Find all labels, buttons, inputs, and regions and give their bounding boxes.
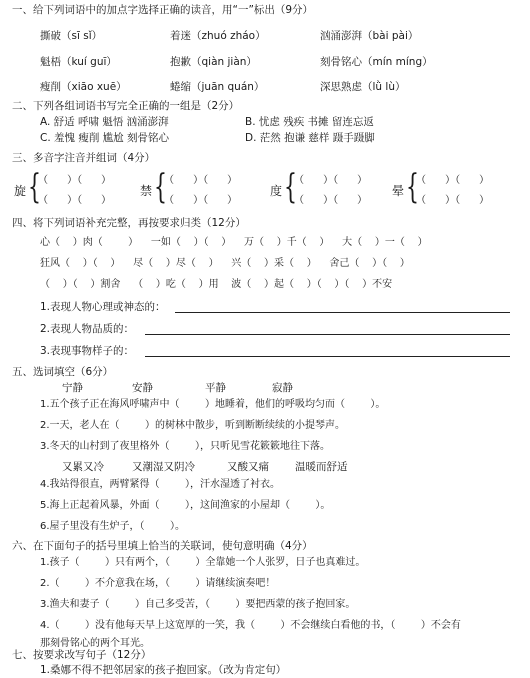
pinyin-item: 撕破（sī sǐ） xyxy=(40,30,103,42)
word-choice: 安静 xyxy=(132,382,153,394)
fill-sentence: 3.冬天的山村到了夜里格外（ ），只听见雪花簌簌地往下落。 xyxy=(40,441,330,452)
brace: { xyxy=(28,167,41,207)
blank-row: （ ）（ ） xyxy=(38,175,112,186)
word-choice: 寂静 xyxy=(272,382,293,394)
section-7-title: 七、按要求改写句子（12分） xyxy=(12,649,152,661)
idiom-row: （ ）（ ）割舍 （ ）吃（ ）用 波（ ）起（ ）（ ）（ ）不安 xyxy=(40,279,393,290)
answer-line[interactable] xyxy=(145,334,510,335)
polyphone-char: 晕 xyxy=(392,184,405,198)
blank-row: （ ）（ ） xyxy=(38,195,112,206)
rewrite-question: 1.桑娜不得不把邻居家的孩子抱回家。（改为肯定句） xyxy=(40,664,287,676)
fill-sentence: 那刻骨铭心的两个耳光。 xyxy=(40,638,150,649)
blank-row: （ ）（ ） xyxy=(164,175,238,186)
section-2-title: 二、下列各组词语书写完全正确的一组是（2分） xyxy=(12,100,240,112)
blank-row: （ ）（ ） xyxy=(294,175,368,186)
pinyin-item: 汹涌澎湃（bài pài） xyxy=(320,30,419,42)
blank-row: （ ）（ ） xyxy=(294,195,368,206)
section-1-title: 一、给下列词语中的加点字选择正确的读音，用“一”标出（9分） xyxy=(12,4,314,16)
fill-sentence: 2.（ ）不介意我在场，（ ）请继续演奏吧！ xyxy=(40,578,276,589)
fill-sentence: 5.海上正起着风暴，外面（ ），这间渔家的小屋却（ ）。 xyxy=(40,500,331,511)
polyphone-char: 禁 xyxy=(140,184,153,198)
brace: { xyxy=(284,167,297,207)
word-choice: 温暖而舒适 xyxy=(295,461,348,473)
fill-sentence: 1.孩子（ ）只有两个，（ ）全靠她一个人张罗，日子也真难过。 xyxy=(40,557,366,568)
answer-line[interactable] xyxy=(145,356,510,357)
section-4-title: 四、将下列词语补充完整，再按要求归类（12分） xyxy=(12,217,246,229)
pinyin-item: 蜷缩（juān quán） xyxy=(170,81,265,93)
polyphone-char: 旋 xyxy=(14,184,27,198)
answer-line[interactable] xyxy=(175,312,510,313)
fill-sentence: 1.五个孩子正在海风呼啸声中（ ）地睡着，他们的呼吸均匀而（ ）。 xyxy=(40,399,386,410)
word-choice: 又累又冷 xyxy=(62,461,104,473)
section-5-title: 五、选词填空（6分） xyxy=(12,366,114,378)
pinyin-item: 深思熟虑（lǜ lù） xyxy=(320,81,406,93)
polyphone-char: 度 xyxy=(270,184,283,198)
option-c: C. 羞愧 瘦削 尴尬 刻骨铭心 xyxy=(40,132,170,144)
word-choice: 平静 xyxy=(205,382,226,394)
classify-question: 2.表现人物品质的： xyxy=(40,323,135,335)
blank-row: （ ）（ ） xyxy=(416,195,490,206)
option-b: B. 忧虑 残疾 书摊 留连忘返 xyxy=(245,116,374,128)
brace: { xyxy=(406,167,419,207)
fill-sentence: 4.（ ）没有他每天早上这宽厚的一笑，我（ ）不会继续白看他的书，（ ）不会有 xyxy=(40,620,461,631)
blank-row: （ ）（ ） xyxy=(416,175,490,186)
fill-sentence: 6.屋子里没有生炉子，（ ）。 xyxy=(40,521,185,532)
option-d: D. 茫然 抱谦 慈样 蹑手蹑脚 xyxy=(245,132,375,144)
fill-sentence: 4.我站得很直，两臂紧得（ ），汗水湿透了衬衣。 xyxy=(40,479,280,490)
option-a: A. 舒适 呼啸 魁悟 汹涌澎湃 xyxy=(40,116,169,128)
pinyin-item: 魁梧（kuí guī） xyxy=(40,56,117,68)
pinyin-item: 刻骨铭心（mín míng） xyxy=(320,56,433,68)
classify-question: 1.表现人物心理或神态的： xyxy=(40,301,166,313)
word-choice: 又潮湿又阴冷 xyxy=(132,461,195,473)
section-3-title: 三、多音字注音并组词（4分） xyxy=(12,152,156,164)
idiom-row: 心（ ）肉（ ） 一如（ ）（ ） 万（ ）千（ ） 大（ ）一（ ） xyxy=(40,237,428,248)
fill-sentence: 3.渔夫和妻子（ ）自己多受苦，（ ）要把西蒙的孩子抱回家。 xyxy=(40,599,356,610)
brace: { xyxy=(154,167,167,207)
idiom-row: 狂风（ ）（ ） 尽（ ）尽（ ） 兴（ ）采（ ） 舍己（ ）（ ） xyxy=(40,258,410,269)
blank-row: （ ）（ ） xyxy=(164,195,238,206)
classify-question: 3.表现事物样子的： xyxy=(40,345,135,357)
pinyin-item: 瘦削（xiāo xuē） xyxy=(40,81,127,93)
word-choice: 宁静 xyxy=(62,382,83,394)
pinyin-item: 抱歉（qiàn jiàn） xyxy=(170,56,257,68)
word-choice: 又酸又痛 xyxy=(227,461,269,473)
fill-sentence: 2.一天，老人在（ ）的树林中散步，听到断断续续的小提琴声。 xyxy=(40,420,345,431)
section-6-title: 六、在下面句子的括号里填上恰当的关联词，使句意明确（4分） xyxy=(12,540,313,552)
pinyin-item: 着迷（zhuó zháo） xyxy=(170,30,266,42)
